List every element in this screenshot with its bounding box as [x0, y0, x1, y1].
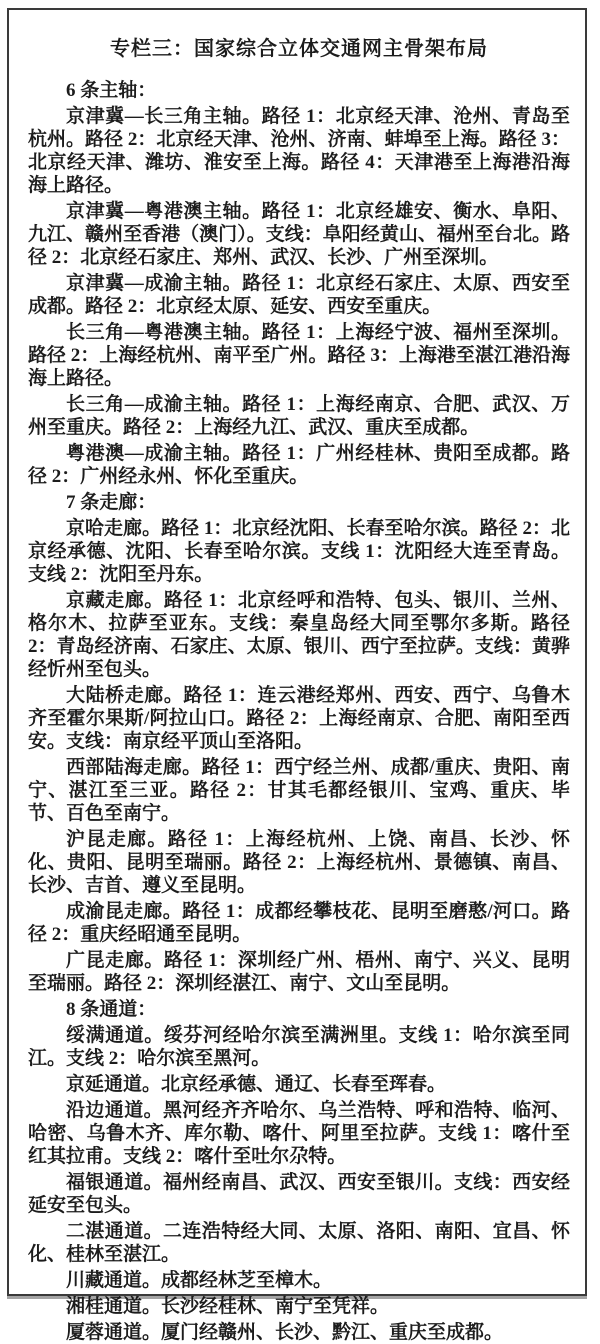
paragraph: 粤港澳—成渝主轴。路径 1：广州经桂林、贵阳至成都。路径 2：广州经永州、怀化至重庆。	[28, 443, 570, 487]
section-heading: 7 条走廊：	[66, 492, 157, 513]
column-panel	[7, 8, 587, 1343]
paragraph: 大陆桥走廊。路径 1：连云港经郑州、西安、西宁、乌鲁木齐至霍尔果斯/阿拉山口。路径 2：上海经南京、合肥、南阳至西安。支线：南京经平顶山至洛阳。	[28, 685, 570, 752]
paragraph: 长三角—成渝主轴。路径 1：上海经南京、合肥、武汉、万州至重庆。路径 2：上海经九江、武汉、重庆至成都。	[28, 394, 570, 438]
paragraph: 湘桂通道。长沙经桂林、南宁至凭祥。	[66, 1296, 390, 1317]
paragraph: 京哈走廊。路径 1：北京经沈阳、长春至哈尔滨。路径 2：北京经承德、沈阳、长春至哈尔滨。支线 1：沈阳经大连至青岛。支线 2：沈阳至丹东。	[28, 518, 570, 585]
paragraph: 二湛通道。二连浩特经大同、太原、洛阳、南阳、宜昌、怀化、桂林至湛江。	[28, 1221, 570, 1265]
paragraph: 厦蓉通道。厦门经赣州、长沙、黔江、重庆至成都。	[66, 1322, 504, 1343]
paragraph: 京津冀—粤港澳主轴。路径 1：北京经雄安、衡水、阜阳、九江、赣州至香港（澳门）。支线：阜阳经黄山、福州至台北。路径 2：北京经石家庄、郑州、武汉、长沙、广州至深圳。	[28, 201, 570, 268]
paragraph: 成渝昆走廊。路径 1：成都经攀枝花、昆明至磨憨/河口。路径 2：重庆经昭通至昆明。	[28, 901, 570, 945]
paragraph: 京津冀—长三角主轴。路径 1：北京经天津、沧州、青岛至杭州。路径 2：北京经天津、沧州、济南、蚌埠至上海。路径 3：北京经天津、潍坊、淮安至上海。路径 4：天津港至上海港沿海海上路径。	[28, 106, 570, 196]
section	[28, 491, 570, 995]
paragraph: 川藏通道。成都经林芝至樟木。	[66, 1270, 333, 1291]
paragraph: 京藏走廊。路径 1：北京经呼和浩特、包头、银川、兰州、格尔木、拉萨至亚东。支线：秦皇岛经大同至鄂尔多斯。路径 2：青岛经济南、石家庄、太原、银川、西宁至拉萨。支线：黄骅经忻州至包头。	[28, 590, 570, 680]
paragraph: 京津冀—成渝主轴。路径 1：北京经石家庄、太原、西安至成都。路径 2：北京经太原、延安、西安至重庆。	[28, 273, 570, 317]
paragraph: 长三角—粤港澳主轴。路径 1：上海经宁波、福州至深圳。路径 2：上海经杭州、南平至广州。路径 3：上海港至湛江港沿海海上路径。	[28, 322, 570, 389]
paragraph: 福银通道。福州经南昌、武汉、西安至银川。支线：西安经延安至包头。	[28, 1172, 570, 1216]
paragraph: 沿边通道。黑河经齐齐哈尔、乌兰浩特、呼和浩特、临河、哈密、乌鲁木齐、库尔勒、喀什、阿里至拉萨。支线 1：喀什至红其拉甫。支线 2：喀什至吐尔尕特。	[28, 1100, 570, 1167]
paragraph: 京延通道。北京经承德、通辽、长春至珲春。	[66, 1074, 447, 1095]
page-title: 专栏三：国家综合立体交通网主骨架布局	[110, 38, 488, 60]
paragraph: 沪昆走廊。路径 1：上海经杭州、上饶、南昌、长沙、怀化、贵阳、昆明至瑞丽。路径 2：上海经杭州、景德镇、南昌、长沙、吉首、遵义至昆明。	[28, 829, 570, 896]
section-heading: 8 条通道：	[66, 999, 157, 1020]
section-heading: 6 条主轴：	[66, 80, 157, 101]
section	[28, 998, 570, 1344]
paragraph: 广昆走廊。路径 1：深圳经广州、梧州、南宁、兴义、昆明至瑞丽。路径 2：深圳经湛江、南宁、文山至昆明。	[28, 950, 570, 994]
panel-body	[28, 79, 570, 1344]
paragraph: 西部陆海走廊。路径 1：西宁经兰州、成都/重庆、贵阳、南宁、湛江至三亚。路径 2：甘其毛都经银川、宝鸡、重庆、毕节、百色至南宁。	[28, 757, 570, 824]
section	[28, 79, 570, 488]
paragraph: 绥满通道。绥芬河经哈尔滨至满洲里。支线 1：哈尔滨至同江。支线 2：哈尔滨至黑河。	[28, 1025, 570, 1069]
